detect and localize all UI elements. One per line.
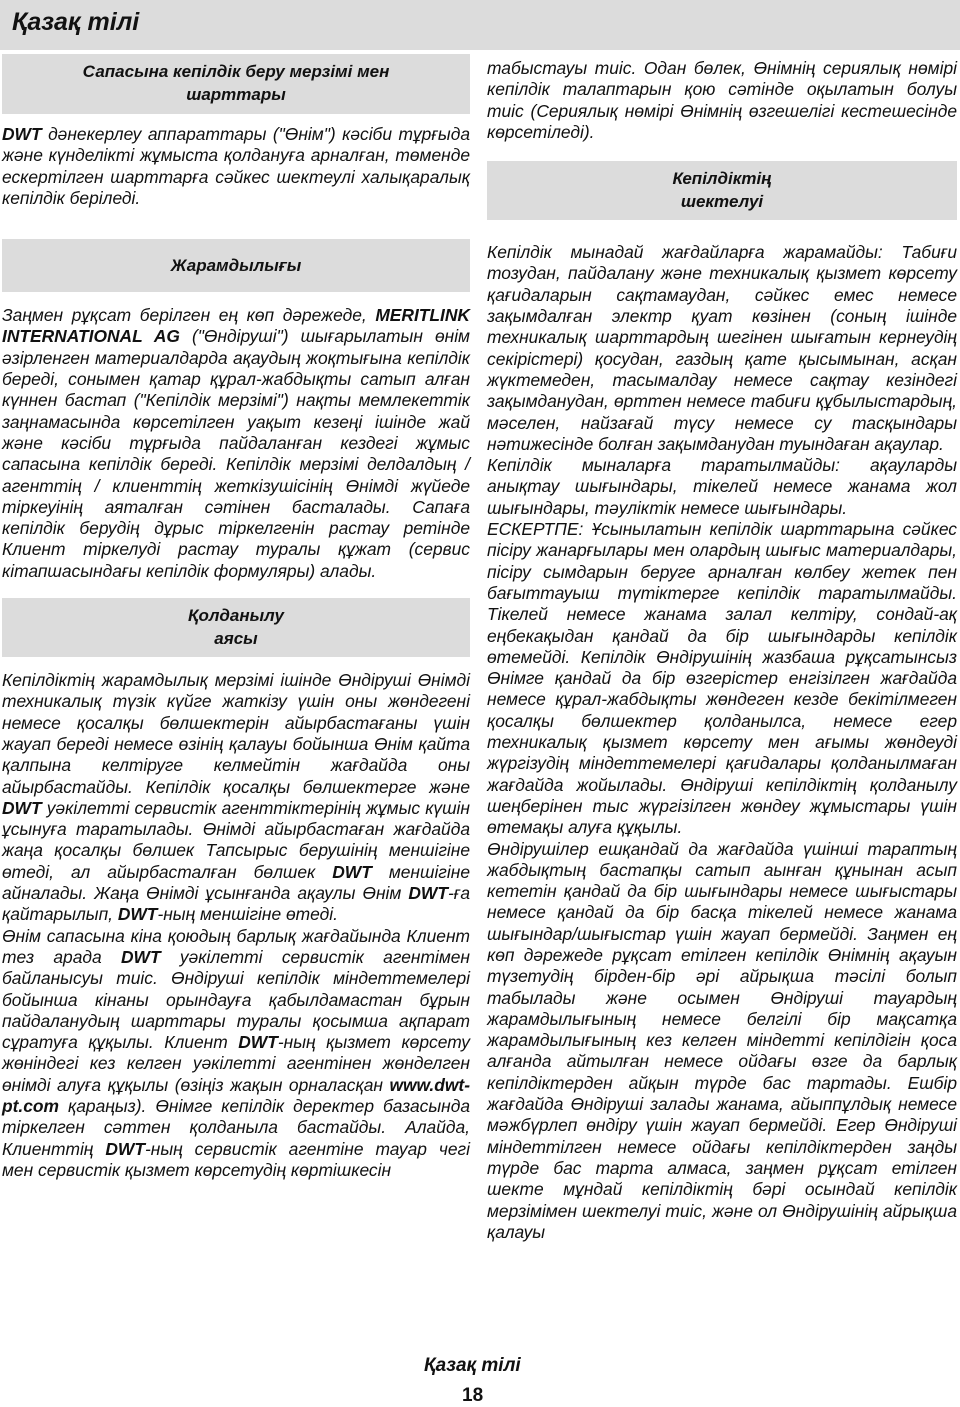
heading-line: Жарамдылығы	[170, 256, 302, 276]
page-number: 18	[462, 1385, 484, 1406]
continuation-paragraph	[487, 58, 957, 143]
liability-paragraph	[487, 839, 957, 1244]
validity-paragraph	[2, 305, 470, 582]
para-text: уәкілетті сервистік агенттіктерінің жұмыс күшін ұсынуға таратылады. Өнімді айырбастаған жағдайда жаңа қосалқы бөлшек Тапсырыс берушінің меншігіне өтеді, ал айырбасталған бөлшек	[2, 797, 470, 882]
website-link[interactable]: www.dwt-pt.com	[2, 1074, 470, 1116]
para-text: Кепілдік мыналарға таратылмайды: ақауларды анықтау шығындары, тікелей немесе жанама жол шығындары, тәуліктік немесе шығындары.	[487, 455, 957, 518]
para-text: меншігіне айналады. Жаңа Өнімді ұсынғанда ақаулы Өнім	[2, 861, 470, 904]
para-text: қараңыз). Өнімге кепілдік деректер базасында тіркелген сәттен қолданыла бастайды. Алайда, Клиенттің	[2, 1095, 470, 1159]
not-covered-paragraph	[487, 455, 957, 519]
intro-paragraph	[2, 124, 470, 209]
left-column	[2, 54, 470, 1181]
para-text: Кепілдіктің жарамдылық мерзімі ішінде Өндіруші Өнімді техникалық түзік күйге жаткізу үшін оны жөндегені немесе қосалқы бөлшектерін айырбастағаны үшін жауап береді немесе өзінің қалауы бойынша Өнім қайта қалпына келтіруге келмейтін жағдайда оны айырбастайды. Кепілдік қосалқы бөлшектерге және	[2, 670, 470, 797]
para-text: Өндірушілер ешқандай да жағдайда үшінші тараптың жабдықтың бастапқы сатып аынған құнынан асып кететін қандай да бір шығындары немесе шығыстары немесе қандай да бір басқа тікелей немесе жанама шығындар/шығыстар үшін жауап бермейді. Заңмен ең көп дәрежеде рұқсат етілген кепілдік Өнімнің ақауын түзетудің бірден-бір әрі айрықша тәсілі болып табылады және осымен Өндіруші тауардың жарамдылығының немесе белгілі бір мақсатқа жарамдылығының кез келген міндетті кепілдігін қоса алғанда айтылған немесе ойдағы өзге да барлық кепілдіктерден айқын түрде бас тартады. Ешбір жағдайда Өндіруші залады жанама, айыппұлдық немесе мәжбүрлеп өндіру үшін жауап бермейді. Егер Өндіруші міндеттілген немесе ойдағы кепілдіктерден заңды түрде бас тарта алмаса, заңмен рұқсат етілген шекте мұндай кепілдіктің бәрі осындай кепілдік мерзімімен шектелуі тиіс, және ол Өндірушінің айрықша қалауы	[487, 838, 957, 1242]
heading-line: Сапасына кепілдік беру мерзімі мен	[82, 62, 390, 81]
brand-text: DWT	[105, 1138, 145, 1159]
para-text: Заңмен рұқсат берілген ең көп дәрежеде,	[2, 305, 376, 326]
section-heading-warranty-terms	[2, 54, 470, 114]
para-text: табыстауы тиіс. Одан бөлек, Өнімнің сериялық нөмірі кепілдік талаптарын қою сәтінде оқылатын болуы тиіс (Сериялық нөмірі Өнімнің өзгешелігі кестешесінде көрсетіледі).	[487, 58, 957, 142]
para-text: ("Өндіруші") шығарылатын өнім әзірленген материалдарда ақаудың жоқтығына кепілдік береді, сонымен қатар құрал-жабдықты сатып алған күннен бастап ("Кепілдік мерзімі") нақты мемлекеттік заңнамасында көрсетілген уақыт кезеңі ішінде жай және кәсіби тұрғыда пайдаланған кездегі жұмыс сапасына кепілдік береді. Кепілдік мерзімі делдалдың / агенттің / клиенттің жеткізушісінің Өнімді жүйеде тіркеуінің аяталған сәтінен басталады. Сапаға кепілдік берудің дұрыс тіркелгенін растау ретінде Клиент тіркелуді растау туралы құжат (сервис кітапшасындағы кепілдік формуляры) алады.	[2, 326, 470, 581]
para-text: дәнекерлеу аппараттары ("Өнім") кәсіби тұрғыда және күнделікті жұмыста қолдануға арналған, төменде ескертілген шарттарға сәйкес шектеулі халықаралық кепілдік беріледі.	[2, 124, 470, 208]
limitations-paragraph	[487, 242, 957, 455]
section-heading-scope	[2, 598, 470, 657]
para-text: -ның қызмет көрсету жөніндегі кез келген уәкілетті агентінен жөнделген өнімді алуға құқылы (өзіңіз жақын орналасқан	[2, 1032, 470, 1095]
company-name: MERITLINK INTERNATIONAL AG	[2, 305, 470, 347]
note-paragraph	[487, 519, 957, 838]
brand-text: DWT	[121, 946, 161, 967]
para-text: Өнім сапасына кіна қоюдың барлық жағдайында Клиент тез арада	[2, 925, 470, 967]
heading-line: Кепілдіктің	[672, 169, 772, 189]
para-text: -ның сервистік агентіне тауар чегі мен сервистік қызмет көрсетудің көртішкесін	[2, 1138, 470, 1180]
quality-paragraph	[2, 926, 470, 1182]
page-header-title: Қазақ тілі	[12, 8, 140, 36]
para-text: ЕСКЕРТПЕ: Ұсынылатын кепілдік шарттарына сәйкес пісіру жанарғылары мен олардың шығыс материалдары, пісіру сымдарын беруге арналған көлбеу жетек пен бағыттауыш түтіктерге кепілдік таратылмайды. Тікелей немесе жанама залал келтіру, сондай-ақ еңбекақыдан қандай да бір шығындарды кепілдік өтемейді. Кепілдік Өндірушінің жазбаша рұқсатынсыз Өнімге қандай да бір өзгерістер енгізілген жағдайда немесе құрал-жабдықты жөндеген кезде бекітілмеген қосалқы бөлшектер қолданылса, немесе егер техникалық қызмет көрсету мен ағымы жөндеуді жүргізудің міндеттемелері қағидалары қолданылмаған жағдайда жойылады. Өндіруші кепілдіктің қолданылу шеңберінен тыс жүргізілген жөндеу жұмыстары үшін өтемақы алуға құқылы.	[487, 519, 957, 838]
right-column	[487, 54, 957, 1243]
section-heading-validity	[2, 239, 470, 292]
brand-text: DWT	[332, 861, 372, 882]
para-text: -ның меншігіне өтеді.	[157, 904, 338, 925]
brand-text: DWT	[2, 797, 42, 818]
scope-paragraph	[2, 670, 470, 926]
brand-text: DWT	[238, 1032, 278, 1053]
para-text: -ға қайтарылып,	[2, 883, 470, 925]
heading-line: шектелуі	[680, 192, 764, 212]
footer-language-label: Қазақ тілі	[424, 1355, 521, 1376]
para-text: уәкілетті сервистік агентімен байланысуы тиіс. Өндіруші кепілдік міндеттемелері бойынша кінаны орындауға қабылдамастан бұрын пайдаланудың шарттары туралы қосымша ақпарат сұратуға құқылы. Клиент	[2, 946, 470, 1053]
brand-text: DWT	[408, 883, 448, 904]
heading-line: аясы	[214, 629, 258, 649]
heading-line: шарттары	[186, 85, 286, 104]
header-bar	[0, 0, 960, 50]
section-heading-limitations	[487, 161, 957, 220]
brand-text: DWT	[117, 904, 158, 925]
para-text: Кепілдік мынадай жағдайларға жарамайды: Табиғи тозудан, пайдалану және техникалық қызмет көрсету қағидаларын сақтамаудан, сәйкес емес немесе зақымдалған электр қуат көзінен (соның ішінде техникалық шарттардың шегінен шығатын кернеудің секірістері) қосудан, газдың қате қысымынан, асқан жүктемеден, тасымалдау немесе сақтау кезіндегі зақымданудан, өрттен немесе табиғи құбылыстардың, мәселен, найзағай түсу немесе су тасқындары нәтижесінде болған зақымданудан туындаған ақаулар.	[487, 242, 957, 454]
heading-line: Қолданылу	[188, 606, 284, 626]
brand-text: DWT	[2, 124, 42, 144]
